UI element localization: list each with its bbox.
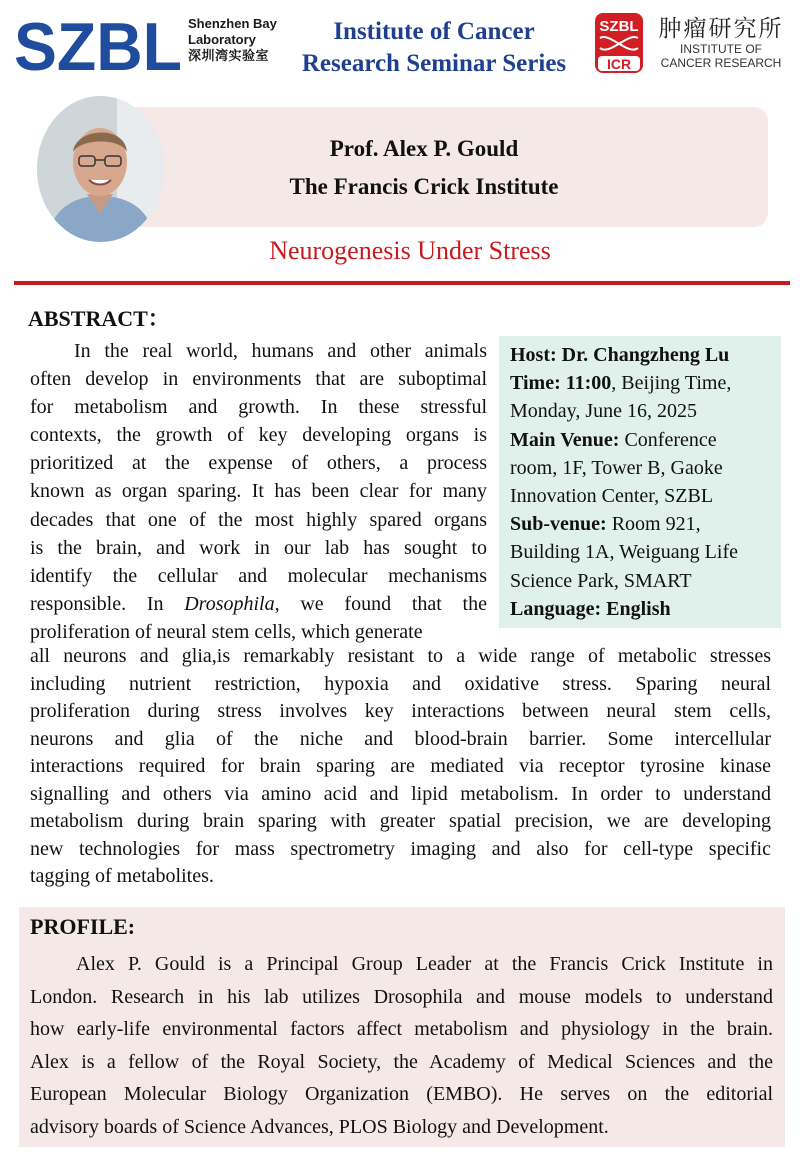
speaker-photo [37, 96, 164, 242]
abstract-line: known as organ sparing. It has been clear for many [30, 480, 487, 503]
szbl-name-line2: Laboratory [188, 32, 256, 47]
icr-name-cn: 肿瘤研究所 [658, 15, 784, 41]
profile-line: how early-life environmental factors affect metabolism and physiology in the brain. [30, 1018, 773, 1040]
subvenue-label: Sub-venue: [510, 513, 607, 536]
speaker-name: Prof. Alex P. Gould [329, 136, 519, 161]
szbl-name [188, 16, 298, 64]
abstract-full-line: proliferation during stress involves key interactions between neural stem cells, [30, 700, 771, 722]
seminar-series-title [284, 16, 584, 80]
abstract-line: proliferation of neural stem cells, which generate [30, 620, 423, 643]
venue-row [510, 426, 778, 454]
abstract-continuation [30, 643, 771, 891]
abstract-line-tail: , we found that the [274, 592, 487, 615]
abstract-full-line: interactions required for brain sparing are mediated via receptor tyrosine kinase [30, 755, 771, 777]
icr-name-en-line2: CANCER RESEARCH [660, 56, 782, 70]
icr-logo-top: SZBL [599, 18, 639, 35]
abstract-column [30, 337, 487, 646]
series-line2: Research Seminar Series [301, 50, 567, 77]
abstract-line: prioritized at the expense of others, a process [30, 452, 487, 475]
szbl-logo [14, 14, 184, 76]
abstract-line: is the brain, and work in our lab has sought to [30, 536, 487, 559]
abstract-full-line: metabolism during brain sparing with greater spatial precision, we are developing [30, 810, 771, 832]
subvenue-line1: Room 921, [606, 513, 701, 536]
species-name: Drosophila [184, 592, 275, 615]
abstract-line: for metabolism and growth. In these stressful [30, 396, 487, 419]
time-label: Time: 11:00 [510, 372, 612, 395]
speaker-portrait-image [37, 96, 164, 242]
abstract-full-line: tagging of metabolites. [30, 865, 214, 887]
szbl-logo-text: SZBL [14, 14, 182, 76]
profile-line: London. Research in his lab utilizes Drosophila and mouse models to understand [30, 985, 773, 1008]
abstract-full-line: including nutrient restriction, hypoxia and oxidative stress. Sparing neural [30, 672, 771, 695]
venue-line2: room, 1F, Tower B, Gaoke [510, 456, 723, 479]
abstract-full-line: new technologies for mass spectrometry imaging and also for cell-type specific [30, 837, 771, 860]
time-value: , Beijing Time, [611, 372, 732, 395]
series-line1: Institute of Cancer [333, 18, 535, 45]
abstract-line-with-species [30, 590, 487, 618]
speaker-banner [100, 107, 768, 227]
abstract-line: In the real world, humans and other animals [74, 340, 487, 362]
abstract-heading: ABSTRACT： [28, 306, 170, 331]
venue-line3: Innovation Center, SZBL [510, 485, 714, 508]
venue-line1: Conference [619, 428, 717, 451]
profile-line: Alex is a fellow of the Royal Society, the Academy of Medical Sciences and the [30, 1050, 773, 1073]
profile-heading: PROFILE: [30, 914, 136, 939]
subvenue-line2: Building 1A, Weiguang Life [510, 541, 738, 564]
profile-line: advisory boards of Science Advances, PLOS Biology and Development. [30, 1115, 609, 1138]
subvenue-row [510, 510, 778, 538]
abstract-full-line: all neurons and glia,is remarkably resistant to a wide range of metabolic stresses [30, 645, 771, 667]
time-row [510, 369, 778, 397]
host-label: Host: Dr. Changzheng Lu [510, 344, 730, 366]
szbl-name-cn: 深圳湾实验室 [188, 48, 270, 63]
event-info [510, 341, 778, 623]
abstract-line: often develop in environments that are suboptimal [30, 368, 487, 391]
icr-logo [594, 12, 644, 74]
icr-logo-bottom: ICR [606, 56, 632, 72]
section-divider [14, 281, 790, 285]
venue-label: Main Venue: [510, 428, 620, 451]
subvenue-line3: Science Park, SMART [510, 569, 692, 592]
profile-text [30, 948, 773, 1143]
abstract-line: decades that one of the most highly spared organs [30, 508, 487, 531]
profile-line: European Molecular Biology Organization (EMBO). He serves on the editorial [30, 1083, 773, 1105]
abstract-line-head: responsible. In [30, 592, 185, 615]
icr-name [646, 14, 796, 70]
abstract-full-line: neurons and glia of the niche and blood-brain barrier. Some intercellular [30, 727, 771, 750]
talk-title: Neurogenesis Under Stress [269, 236, 551, 265]
abstract-line: contexts, the growth of key developing organs is [30, 424, 487, 447]
abstract-full-line: signalling and others via amino acid and lipid metabolism. In order to understand [30, 782, 771, 805]
profile-line: Alex P. Gould is a Principal Group Leader at the Francis Crick Institute in [76, 953, 773, 975]
abstract-line: identify the cellular and molecular mechanisms [30, 564, 487, 587]
icr-name-en-line1: INSTITUTE OF [680, 42, 762, 56]
speaker-institution: The Francis Crick Institute [289, 174, 559, 199]
language-label: Language: English [510, 597, 671, 620]
event-date: Monday, June 16, 2025 [510, 400, 698, 423]
szbl-name-line1: Shenzhen Bay [188, 16, 277, 31]
